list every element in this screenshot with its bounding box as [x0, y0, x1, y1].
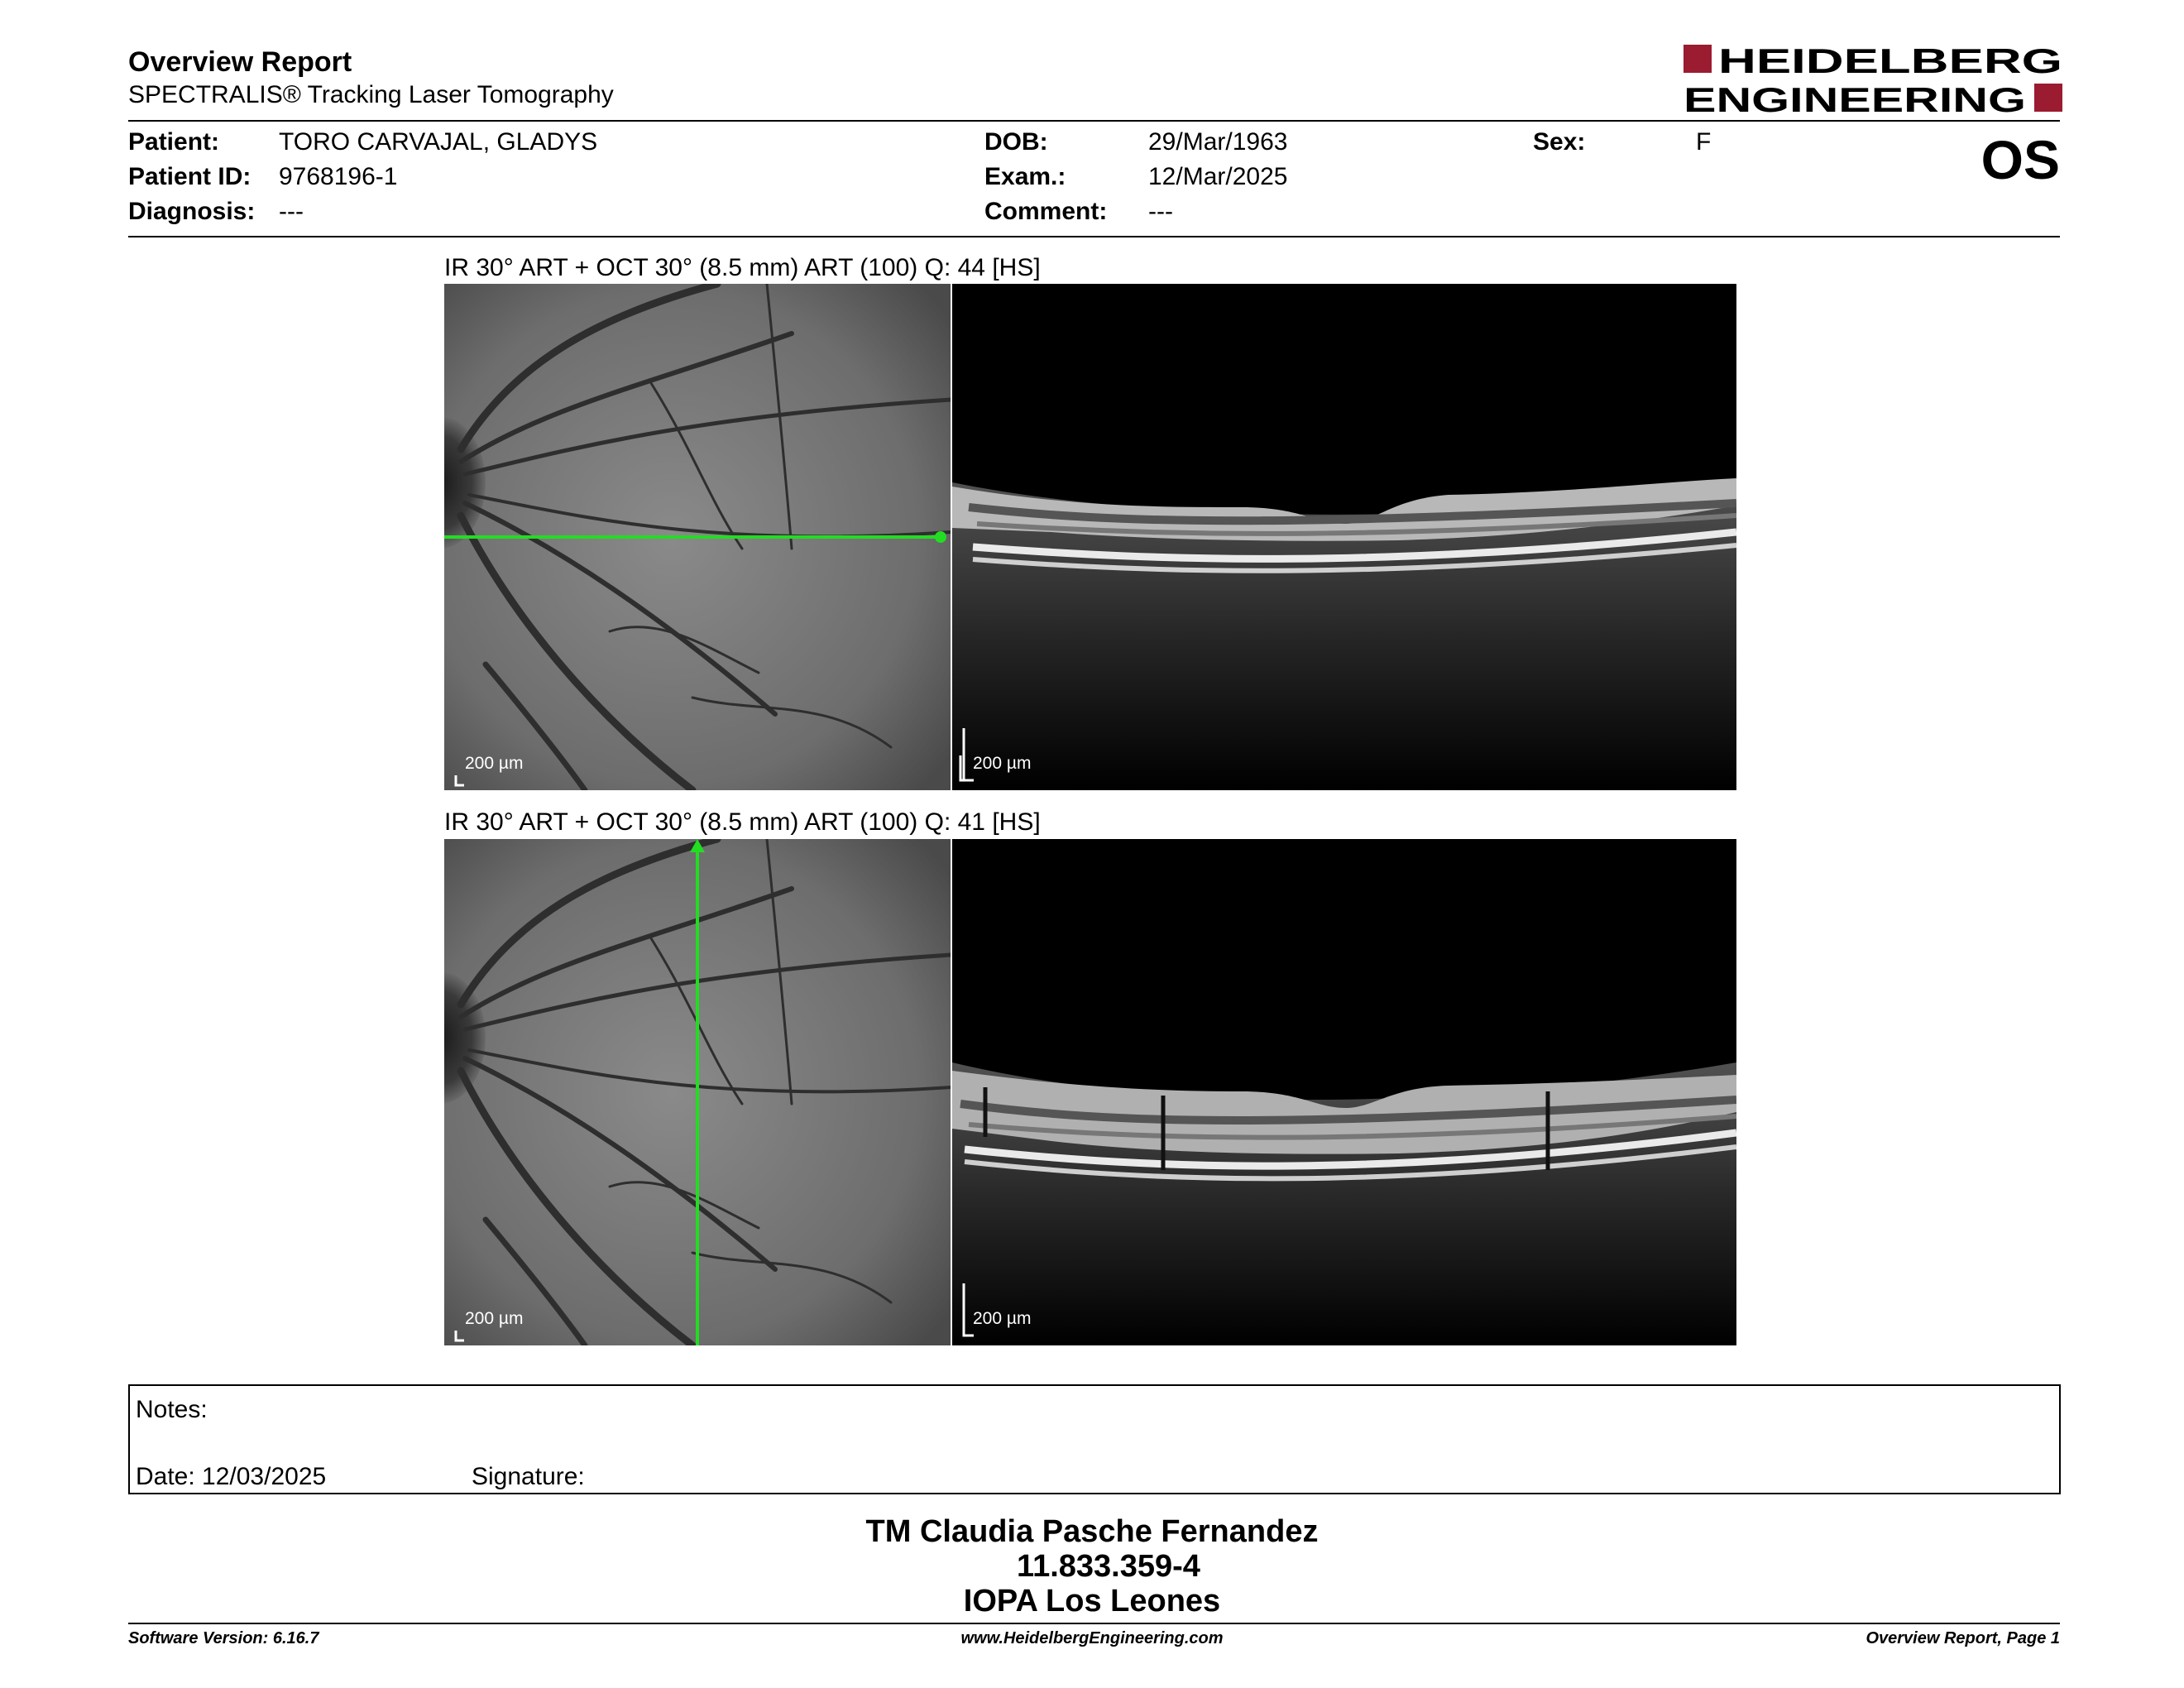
header-divider	[128, 120, 2060, 122]
diagnosis-label: Diagnosis:	[128, 198, 256, 225]
comment-value: ---	[1148, 198, 1173, 225]
report-title: Overview Report	[128, 46, 352, 78]
report-subtitle: SPECTRALIS® Tracking Laser Tomography	[128, 81, 614, 108]
footer-page-number: Overview Report, Page 1	[1866, 1629, 2060, 1647]
notes-date: Date: 12/03/2025	[136, 1463, 327, 1490]
scan-1-fundus-scale: 200 µm	[465, 754, 524, 773]
scan-1-fundus-image	[444, 284, 951, 790]
sex-value: F	[1696, 128, 1712, 156]
signature-label: Signature:	[472, 1463, 585, 1490]
diagnosis-value: ---	[279, 198, 304, 225]
scan-2-bscan-scale: 200 µm	[973, 1309, 1032, 1328]
scan-2-caption: IR 30° ART + OCT 30° (8.5 mm) ART (100) Q: 41 [HS]	[444, 808, 1041, 836]
dob-label: DOB:	[984, 128, 1048, 156]
footer-website[interactable]: www.HeidelbergEngineering.com	[960, 1629, 1224, 1647]
logo-line-1: HEIDELBERG	[1718, 43, 2062, 80]
notes-box	[128, 1384, 2061, 1494]
stamp-institution: IOPA Los Leones	[963, 1584, 1221, 1618]
patient-divider	[128, 236, 2060, 237]
scan-1-fundus-drawing	[444, 284, 951, 790]
scan-2-fundus-image	[444, 839, 951, 1345]
exam-value: 12/Mar/2025	[1148, 163, 1288, 190]
dob-value: 29/Mar/1963	[1148, 128, 1288, 156]
comment-label: Comment:	[984, 198, 1108, 225]
patient-id-label: Patient ID:	[128, 163, 251, 190]
stamp-id: 11.833.359-4	[1017, 1549, 1200, 1584]
patient-label: Patient:	[128, 128, 220, 156]
scan-2-fundus-scale: 200 µm	[465, 1309, 524, 1328]
footer-divider	[128, 1623, 2060, 1624]
eye-laterality: OS	[1980, 129, 2060, 190]
logo-line-2: ENGINEERING	[1684, 80, 2026, 117]
logo-accent-square-top	[1684, 45, 1712, 73]
scan-1-caption: IR 30° ART + OCT 30° (8.5 mm) ART (100) Q: 44 [HS]	[444, 254, 1041, 281]
scan-1-oct-bscan	[952, 284, 1736, 790]
scan-2-fundus-drawing	[444, 839, 951, 1345]
scan-2-bscan-drawing	[952, 839, 1736, 1345]
scan-2-oct-bscan	[952, 839, 1736, 1345]
patient-name: TORO CARVAJAL, GLADYS	[279, 128, 598, 156]
exam-label: Exam.:	[984, 163, 1066, 190]
logo-accent-square-bottom	[2034, 84, 2062, 112]
scan-1-bscan-drawing	[952, 284, 1736, 790]
sex-label: Sex:	[1533, 128, 1586, 156]
notes-label: Notes:	[136, 1396, 208, 1423]
heidelberg-engineering-logo	[1684, 43, 2064, 117]
stamp-name: TM Claudia Pasche Fernandez	[865, 1514, 1319, 1549]
patient-id-value: 9768196-1	[279, 163, 398, 190]
scan-1-bscan-scale: 200 µm	[973, 754, 1032, 773]
footer-software-version: Software Version: 6.16.7	[128, 1629, 319, 1647]
